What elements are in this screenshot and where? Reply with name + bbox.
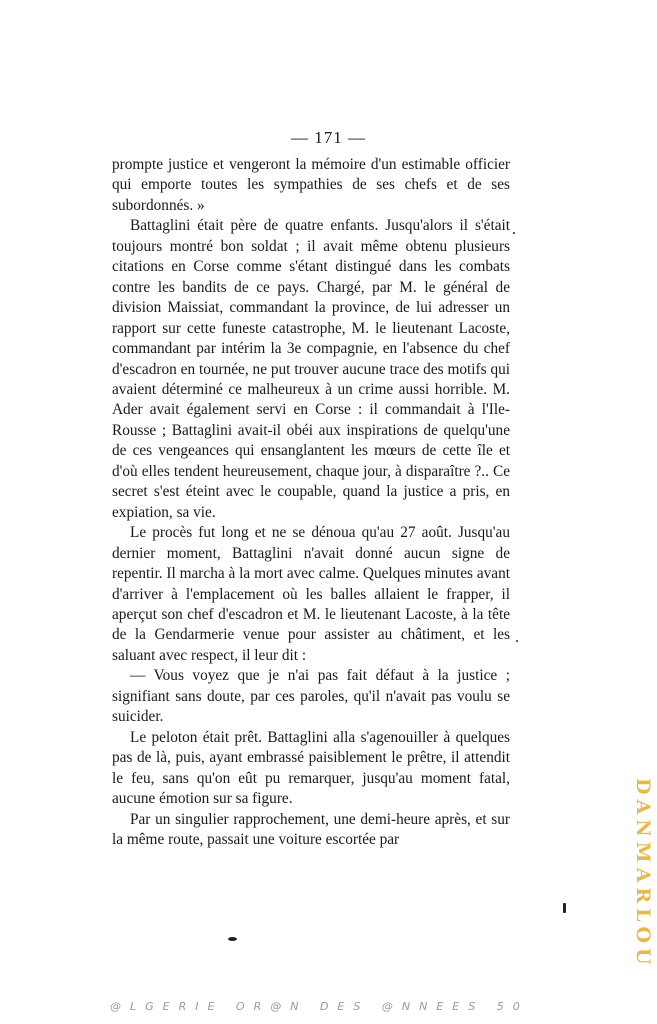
footer-caption: @LGERIE OR@N DES @NNEES 50 [110, 1000, 529, 1013]
paragraph: — Vous voyez que je n'ai pas fait défaut à la justice ; signifiant sans doute, par ces paroles, qu'il n'avait pas voulu se suicider. [112, 667, 510, 726]
paragraph: Par un singulier rapprochement, une demi-heure après, et sur la même route, passait une voiture escortée par [112, 810, 510, 848]
watermark-stamp [630, 778, 656, 988]
ink-speck [513, 232, 515, 234]
ink-speck [563, 903, 566, 913]
ink-speck [228, 937, 237, 941]
body-text [112, 155, 510, 850]
page-number: — 171 — [291, 128, 366, 147]
paragraph: prompte justice et vengeront la mémoire d'un estimable officier qui emporte toutes les sympathies de ses chefs et de ses subordonnés. » [112, 156, 510, 214]
ink-speck [516, 640, 518, 642]
paragraph: Le peloton était prêt. Battaglini alla s'agenouiller à quelques pas de là, puis, ayant embrassé paisiblement le prêtre, il attendit le feu, sans qu'on eût pu remarquer, jusqu'au moment fatal, aucune émotion sur sa figure. [112, 728, 510, 808]
paragraph: Le procès fut long et ne se dénoua qu'au 27 août. Jusqu'au dernier moment, Battaglini n'avait donné aucun signe de repentir. Il marcha à la mort avec calme. Quelques minutes avant d'arriver à l'emplacement où les balles allaient le frapper, il aperçut son chef d'escadron et M. le lieutenant Lacoste, à la tête de la Gendarmerie venue pour assister au châtiment, et les saluant avec respect, il leur dit : [112, 524, 510, 664]
watermark-text: DANMARLOU [632, 778, 654, 970]
paragraph: Battaglini était père de quatre enfants. Jusqu'alors il s'était toujours montré bon soldat ; il avait même obtenu plusieurs citations en Corse comme s'étant distingué dans les combats contre les bandits de ce pays. Chargé, par M. le général de division Maissiat, commandant la province, de lui adresser un rapport sur cette funeste catastrophe, M. le lieutenant Lacoste, commandant par intérim la 3e compagnie, en l'absence du chef d'escadron en tournée, ne put trouver aucune trace des motifs qui avaient déterminé ce malheureux à un crime aussi horrible. M. Ader avait également servi en Corse : il commandait à l'Ile-Rousse ; Battaglini avait-il obéi aux inspirations de quelqu'une de ces vengeances qui ensanglantent les mœurs de cette île et d'où elles tendent heureusement, chaque jour, à disparaître ?.. Ce secret s'est éteint avec le coupable, quand la justice a pris, en expiation, sa vie. [112, 217, 510, 521]
